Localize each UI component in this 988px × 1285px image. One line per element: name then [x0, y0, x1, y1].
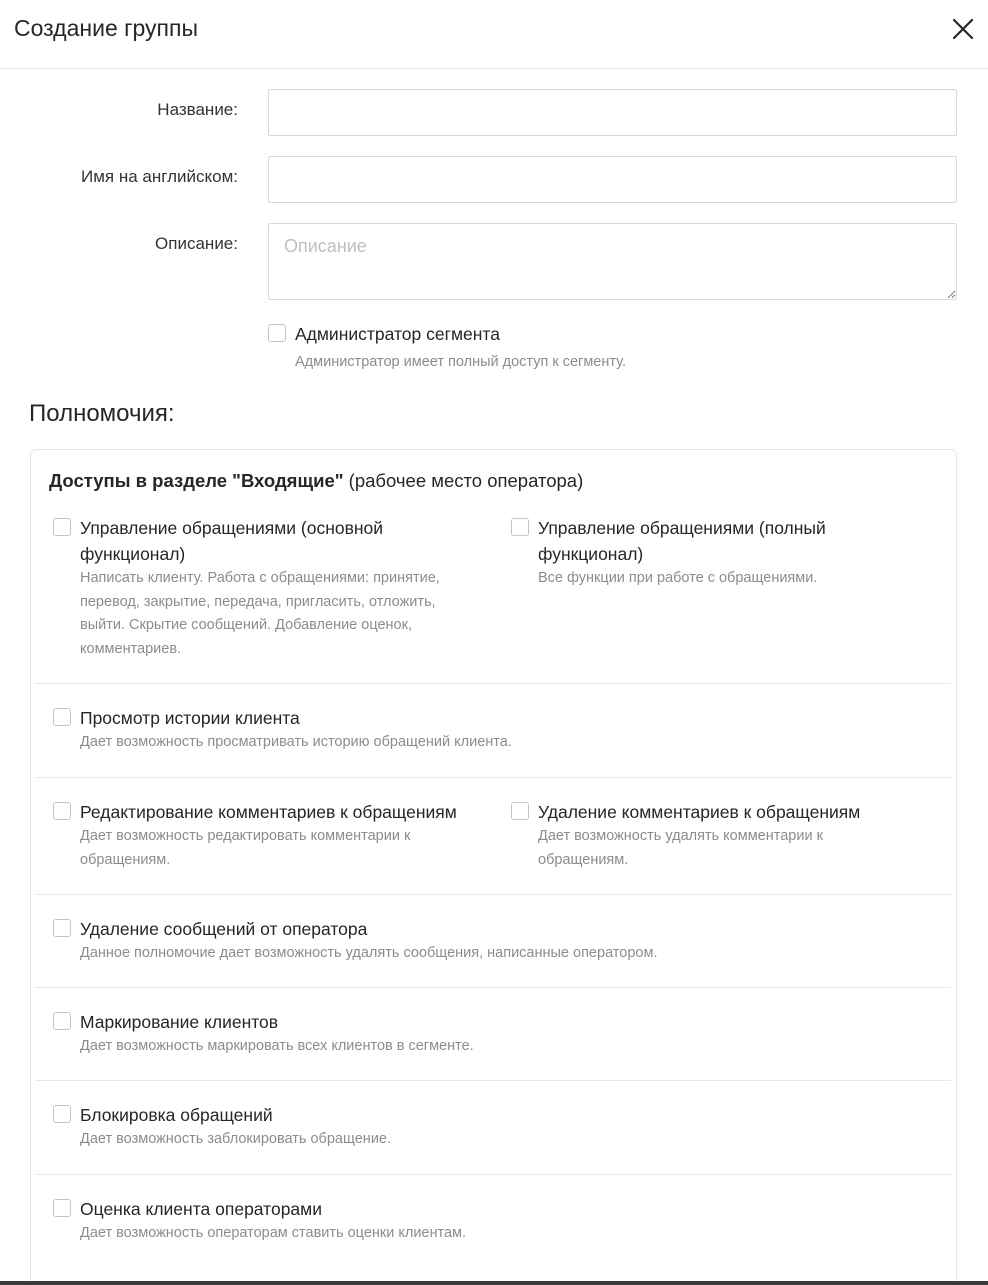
divider	[35, 683, 951, 684]
section-heading-bold: Доступы в разделе "Входящие"	[49, 470, 344, 491]
english-name-input[interactable]	[268, 156, 957, 203]
permission-hint: Все функции при работе с обращениями.	[538, 570, 818, 586]
permission-hint: Дает возможность удалять комментарии к обращениям.	[538, 828, 823, 868]
permission-hint: Написать клиенту. Работа с обращениями: принятие, перевод, закрытие, передача, пригласить, отложить, выйти. Скрытие сообщений. Добавление оценок, комментариев.	[80, 570, 440, 657]
permission-label[interactable]: Удаление сообщений от оператора	[80, 919, 368, 939]
divider	[35, 894, 951, 895]
permission-checkbox[interactable]	[53, 802, 71, 820]
permissions-title: Полномочия:	[29, 400, 175, 427]
permission-label[interactable]: Редактирование комментариев к обращениям	[80, 802, 457, 822]
permission-checkbox[interactable]	[53, 919, 71, 937]
permission-checkbox[interactable]	[511, 518, 529, 536]
admin-hint: Администратор имеет полный доступ к сегменту.	[295, 354, 627, 370]
permission-hint: Дает возможность заблокировать обращение.	[80, 1131, 392, 1147]
permission-hint: Данное полномочие дает возможность удалять сообщения, написанные оператором.	[80, 945, 658, 961]
english-name-label: Имя на английском:	[81, 167, 238, 186]
permission-label[interactable]: Управление обращениями (полный функционал)	[538, 518, 826, 564]
permission-label[interactable]: Управление обращениями (основной функционал)	[80, 518, 384, 564]
permission-label[interactable]: Маркирование клиентов	[80, 1012, 279, 1032]
divider	[35, 1080, 951, 1081]
permission-hint: Дает возможность операторам ставить оценки клиентам.	[80, 1225, 467, 1241]
permission-label[interactable]: Блокировка обращений	[80, 1105, 273, 1125]
permission-checkbox[interactable]	[53, 708, 71, 726]
modal-title: Создание группы	[14, 15, 198, 41]
permission-label[interactable]: Удаление комментариев к обращениям	[538, 802, 861, 822]
section-heading-rest: (рабочее место оператора)	[343, 470, 584, 491]
divider	[35, 1174, 951, 1175]
admin-checkbox[interactable]	[268, 324, 286, 342]
permission-checkbox[interactable]	[53, 1199, 71, 1217]
permission-hint: Дает возможность просматривать историю обращений клиента.	[80, 734, 512, 750]
permission-checkbox[interactable]	[53, 1105, 71, 1123]
permission-checkbox[interactable]	[511, 802, 529, 820]
permission-checkbox[interactable]	[53, 1012, 71, 1030]
permission-label[interactable]: Просмотр истории клиента	[80, 708, 300, 728]
permission-hint: Дает возможность редактировать комментарии к обращениям.	[80, 828, 411, 868]
description-label: Описание:	[155, 234, 238, 253]
close-icon	[951, 17, 975, 41]
name-label: Название:	[157, 100, 238, 119]
close-button[interactable]	[951, 17, 975, 41]
divider	[35, 777, 951, 778]
permission-label[interactable]: Оценка клиента операторами	[80, 1199, 322, 1219]
admin-checkbox-label[interactable]: Администратор сегмента	[295, 324, 500, 344]
permission-checkbox[interactable]	[53, 518, 71, 536]
bottom-border	[0, 1281, 988, 1285]
description-textarea[interactable]	[268, 223, 957, 300]
name-input[interactable]	[268, 89, 957, 136]
permission-hint: Дает возможность маркировать всех клиентов в сегменте.	[80, 1038, 474, 1054]
divider	[35, 987, 951, 988]
section-heading	[49, 470, 583, 492]
modal-header	[0, 0, 988, 69]
